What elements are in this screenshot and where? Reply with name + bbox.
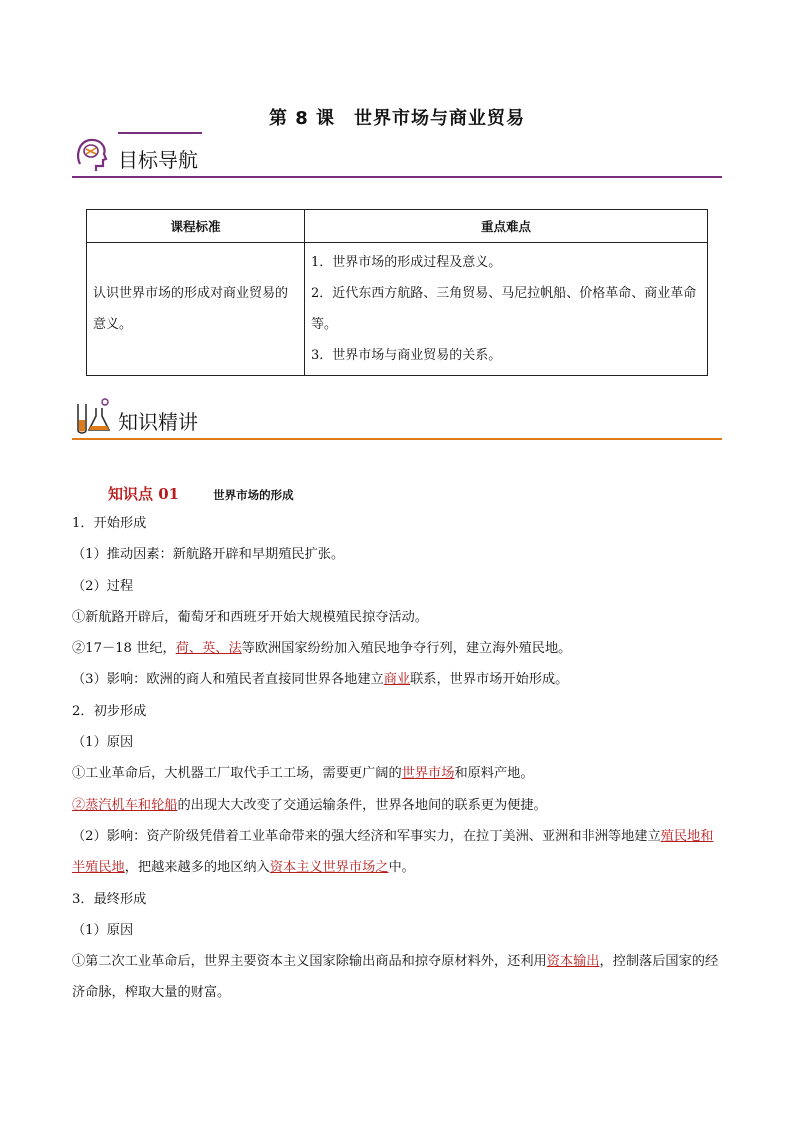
curriculum-table (86, 209, 708, 376)
table-header: 重点难点 (305, 210, 708, 243)
highlight: 荷、英、法 (175, 641, 242, 657)
paragraph: ②蒸汽机车和轮船的出现大大改变了交通运输条件，世界各地间的联系更为便捷。 (72, 797, 547, 813)
paragraph: ①工业革命后，大机器工厂取代手工工场，需要更广阔的世界市场和原料产地。 (72, 766, 534, 782)
brain-head-icon (72, 134, 112, 174)
knowledge-point-heading (108, 480, 724, 508)
paragraph: （2）过程 (72, 578, 134, 594)
highlight: 资本主义世界市场之 (269, 860, 389, 876)
section-label-goal: 目标导航 (118, 148, 198, 172)
paragraph: （2）影响：资产阶级凭借着工业革命带来的强大经济和军事实力，在拉丁美洲、亚洲和非洲等地建立殖民地和半殖民地，把越来越多的地区纳入资本主义世界市场之中。 (72, 828, 714, 876)
highlight: ②蒸汽机车和轮船 (72, 797, 178, 813)
section-header-knowledge (72, 394, 722, 440)
heading: 2．初步形成 (72, 703, 147, 719)
highlight: 殖民地和半殖民地 (72, 828, 714, 876)
heading: 3．最终形成 (72, 891, 147, 907)
list-item: 2．近代东西方航路、三角贸易、马尼拉帆船、价格革命、商业革命等。 (311, 286, 697, 332)
list-item: 1．世界市场的形成过程及意义。 (311, 255, 502, 270)
knowledge-point-number: 知识点 01 (108, 485, 180, 503)
paragraph: ①第二次工业革命后，世界主要资本主义国家除输出商品和掠夺原材料外，还利用资本输出，控制落后国家的经济命脉，榨取大量的财富。 (72, 954, 719, 1001)
paragraph: （1）推动因素：新航路开辟和早期殖民扩张。 (72, 547, 345, 563)
paragraph: （1）原因 (72, 922, 134, 938)
page-title: 第 8 课 世界市场与商业贸易 (268, 108, 526, 129)
table-header: 课程标准 (87, 210, 305, 243)
divider (118, 132, 202, 134)
paragraph: （1）原因 (72, 735, 134, 751)
section-label-knowledge: 知识精讲 (118, 410, 198, 434)
highlight: 世界市场 (401, 766, 455, 782)
paragraph: ①新航路开辟后，葡萄牙和西班牙开始大规模殖民掠夺活动。 (72, 609, 429, 625)
table-cell-points (305, 243, 708, 376)
section-header-goal (72, 132, 722, 178)
divider (72, 176, 722, 178)
list-item: 3．世界市场与商业贸易的关系。 (311, 348, 502, 363)
flask-icon (72, 396, 112, 436)
heading: 1．开始形成 (72, 516, 147, 531)
highlight: 商业 (383, 672, 411, 688)
highlight: 资本输出 (546, 954, 600, 970)
paragraph: ②17－18 世纪，荷、英、法等欧洲国家纷纷加入殖民地争夺行列，建立海外殖民地。 (72, 641, 572, 657)
knowledge-point-name: 世界市场的形成 (213, 488, 294, 502)
paragraph: （3）影响：欧洲的商人和殖民者直接同世界各地建立商业联系，世界市场开始形成。 (72, 672, 569, 688)
content-body (72, 480, 724, 1009)
table-cell-standard: 认识世界市场的形成对商业贸易的意义。 (87, 243, 305, 376)
divider (72, 438, 722, 440)
